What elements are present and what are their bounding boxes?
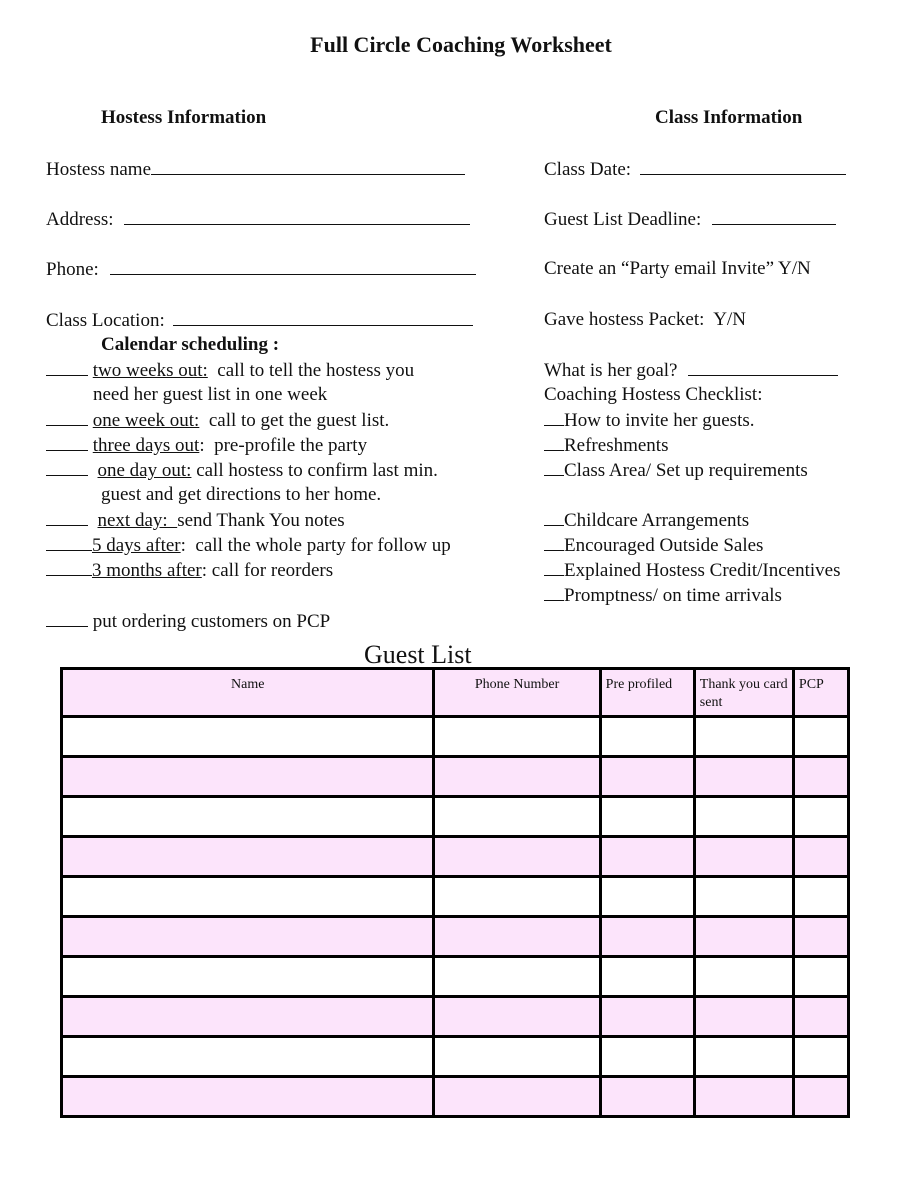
create-invite: Create an “Party email Invite” Y/N (544, 258, 811, 279)
table-cell[interactable] (62, 717, 434, 757)
table-cell[interactable] (600, 917, 694, 957)
checklist-item (544, 459, 808, 482)
check-blank[interactable] (544, 584, 564, 601)
calendar-text: call hostess to confirm last min. (191, 460, 438, 481)
table-cell[interactable] (694, 997, 793, 1037)
table-cell[interactable] (600, 717, 694, 757)
checklist-text: Promptness/ on time arrivals (564, 585, 782, 606)
table-row (62, 837, 849, 877)
phone-blank[interactable] (110, 258, 476, 275)
table-cell[interactable] (600, 1037, 694, 1077)
goal-blank[interactable] (688, 359, 838, 376)
table-cell[interactable] (62, 957, 434, 997)
table-cell[interactable] (793, 997, 848, 1037)
table-cell[interactable] (62, 837, 434, 877)
table-row (62, 957, 849, 997)
table-row (62, 717, 849, 757)
table-row (62, 757, 849, 797)
checklist-text: Childcare Arrangements (564, 510, 750, 531)
class-location-field[interactable] (46, 309, 473, 332)
calendar-item (46, 359, 414, 382)
phone-field[interactable] (46, 258, 476, 281)
checklist-item (544, 509, 749, 532)
table-row (62, 917, 849, 957)
table-cell[interactable] (694, 1037, 793, 1077)
guest-list-table (60, 667, 850, 1118)
table-cell[interactable] (62, 797, 434, 837)
address-field[interactable] (46, 208, 470, 231)
table-cell[interactable] (793, 1077, 848, 1117)
calendar-text: : call the whole party for follow up (180, 535, 451, 556)
table-cell[interactable] (434, 717, 600, 757)
calendar-key: 3 months after (92, 560, 202, 581)
checklist-heading: Coaching Hostess Checklist: (544, 384, 763, 405)
table-cell[interactable] (694, 957, 793, 997)
goal-label: What is her goal? (544, 360, 678, 381)
calendar-item (46, 409, 389, 432)
checklist-text: How to invite her guests. (564, 410, 755, 431)
calendar-item (46, 534, 451, 557)
table-cell[interactable] (434, 917, 600, 957)
col-thankyou-header: Thank you card sent (694, 669, 793, 717)
table-cell[interactable] (434, 877, 600, 917)
calendar-key: one week out: (92, 410, 200, 431)
table-cell[interactable] (434, 837, 600, 877)
address-label: Address: (46, 209, 114, 230)
check-blank[interactable] (46, 509, 88, 526)
hostess-name-field[interactable] (46, 158, 465, 181)
calendar-text: call to get the guest list. (199, 410, 390, 431)
guest-list-title: Guest List (364, 640, 472, 669)
checklist-text: Explained Hostess Credit/Incentives (564, 560, 841, 581)
table-cell[interactable] (793, 917, 848, 957)
table-cell[interactable] (793, 757, 848, 797)
calendar-key: two weeks out: (92, 360, 208, 381)
class-location-label: Class Location: (46, 310, 165, 331)
check-blank[interactable] (544, 534, 564, 551)
checklist-item (544, 559, 841, 582)
checklist-item (544, 584, 782, 607)
calendar-heading: Calendar scheduling : (101, 334, 280, 355)
table-row (62, 797, 849, 837)
table-cell[interactable] (62, 997, 434, 1037)
calendar-key: three days out (92, 435, 200, 456)
pcp-item (46, 610, 330, 633)
table-row (62, 997, 849, 1037)
table-cell[interactable] (434, 757, 600, 797)
col-preprofiled-header: Pre profiled (600, 669, 694, 717)
table-cell[interactable] (600, 797, 694, 837)
table-cell[interactable] (600, 957, 694, 997)
table-cell[interactable] (434, 797, 600, 837)
guest-list-deadline-label: Guest List Deadline: (544, 209, 702, 230)
calendar-key: next day: (97, 510, 178, 531)
table-cell[interactable] (62, 877, 434, 917)
check-blank[interactable] (46, 359, 88, 376)
check-blank[interactable] (46, 610, 88, 627)
table-cell[interactable] (434, 997, 600, 1037)
phone-label: Phone: (46, 259, 99, 280)
calendar-item-cont: guest and get directions to her home. (101, 484, 382, 505)
check-blank[interactable] (46, 534, 92, 551)
checklist-item (544, 434, 668, 457)
table-cell[interactable] (62, 1077, 434, 1117)
class-date-label: Class Date: (544, 159, 632, 180)
check-blank[interactable] (46, 459, 88, 476)
calendar-text: call to tell the hostess you (207, 360, 415, 381)
guest-list-deadline-blank[interactable] (712, 208, 836, 225)
table-cell[interactable] (694, 1077, 793, 1117)
table-cell[interactable] (600, 997, 694, 1037)
table-cell[interactable] (793, 957, 848, 997)
table-cell[interactable] (694, 917, 793, 957)
table-cell[interactable] (434, 957, 600, 997)
table-cell[interactable] (600, 877, 694, 917)
table-cell[interactable] (694, 717, 793, 757)
table-cell[interactable] (600, 757, 694, 797)
checklist-text: Refreshments (564, 435, 669, 456)
check-blank[interactable] (544, 409, 564, 426)
check-blank[interactable] (544, 434, 564, 451)
table-cell[interactable] (694, 837, 793, 877)
calendar-key: one day out: (97, 460, 192, 481)
check-blank[interactable] (46, 559, 92, 576)
calendar-item-cont: need her guest list in one week (93, 384, 328, 405)
calendar-item (46, 434, 367, 457)
checklist-text: Class Area/ Set up requirements (564, 460, 808, 481)
hostess-packet: Gave hostess Packet: Y/N (544, 309, 746, 330)
table-cell[interactable] (694, 877, 793, 917)
checklist-item (544, 409, 755, 432)
calendar-key: 5 days after (92, 535, 181, 556)
table-cell[interactable] (793, 837, 848, 877)
table-row (62, 1077, 849, 1117)
table-cell[interactable] (793, 797, 848, 837)
table-cell[interactable] (793, 877, 848, 917)
calendar-item (46, 509, 345, 532)
checklist-text: Encouraged Outside Sales (564, 535, 764, 556)
check-blank[interactable] (46, 409, 88, 426)
col-pcp-header: PCP (793, 669, 848, 717)
table-cell[interactable] (793, 717, 848, 757)
check-blank[interactable] (544, 459, 564, 476)
table-cell[interactable] (600, 1077, 694, 1117)
hostess-name-blank[interactable] (151, 158, 465, 175)
table-cell[interactable] (434, 1077, 600, 1117)
calendar-item (46, 459, 438, 482)
check-blank[interactable] (46, 434, 88, 451)
table-cell[interactable] (793, 1037, 848, 1077)
hostess-heading: Hostess Information (101, 107, 267, 128)
pcp-text: put ordering customers on PCP (92, 611, 331, 632)
checklist-item (544, 534, 763, 557)
calendar-text: : call for reorders (201, 560, 334, 581)
calendar-text: send Thank You notes (177, 510, 345, 531)
table-row (62, 1037, 849, 1077)
table-cell[interactable] (434, 1037, 600, 1077)
col-name-header: Name (62, 669, 434, 717)
table-cell[interactable] (600, 837, 694, 877)
class-location-blank[interactable] (173, 309, 473, 326)
check-blank[interactable] (544, 559, 564, 576)
calendar-text: : pre-profile the party (199, 435, 368, 456)
class-date-field[interactable] (544, 158, 846, 181)
check-blank[interactable] (544, 509, 564, 526)
class-date-blank[interactable] (640, 158, 846, 175)
class-info-heading: Class Information (655, 107, 803, 128)
goal-field[interactable] (544, 359, 838, 382)
page-title: Full Circle Coaching Worksheet (310, 32, 612, 57)
table-cell[interactable] (62, 757, 434, 797)
table-cell[interactable] (694, 797, 793, 837)
guest-list-deadline-field[interactable] (544, 208, 836, 231)
hostess-name-label: Hostess name (46, 159, 152, 180)
guest-list-header-row (62, 669, 849, 717)
address-blank[interactable] (124, 208, 470, 225)
table-row (62, 877, 849, 917)
table-cell[interactable] (62, 1037, 434, 1077)
table-cell[interactable] (62, 917, 434, 957)
calendar-item (46, 559, 333, 582)
col-phone-header: Phone Number (434, 669, 600, 717)
table-cell[interactable] (694, 757, 793, 797)
